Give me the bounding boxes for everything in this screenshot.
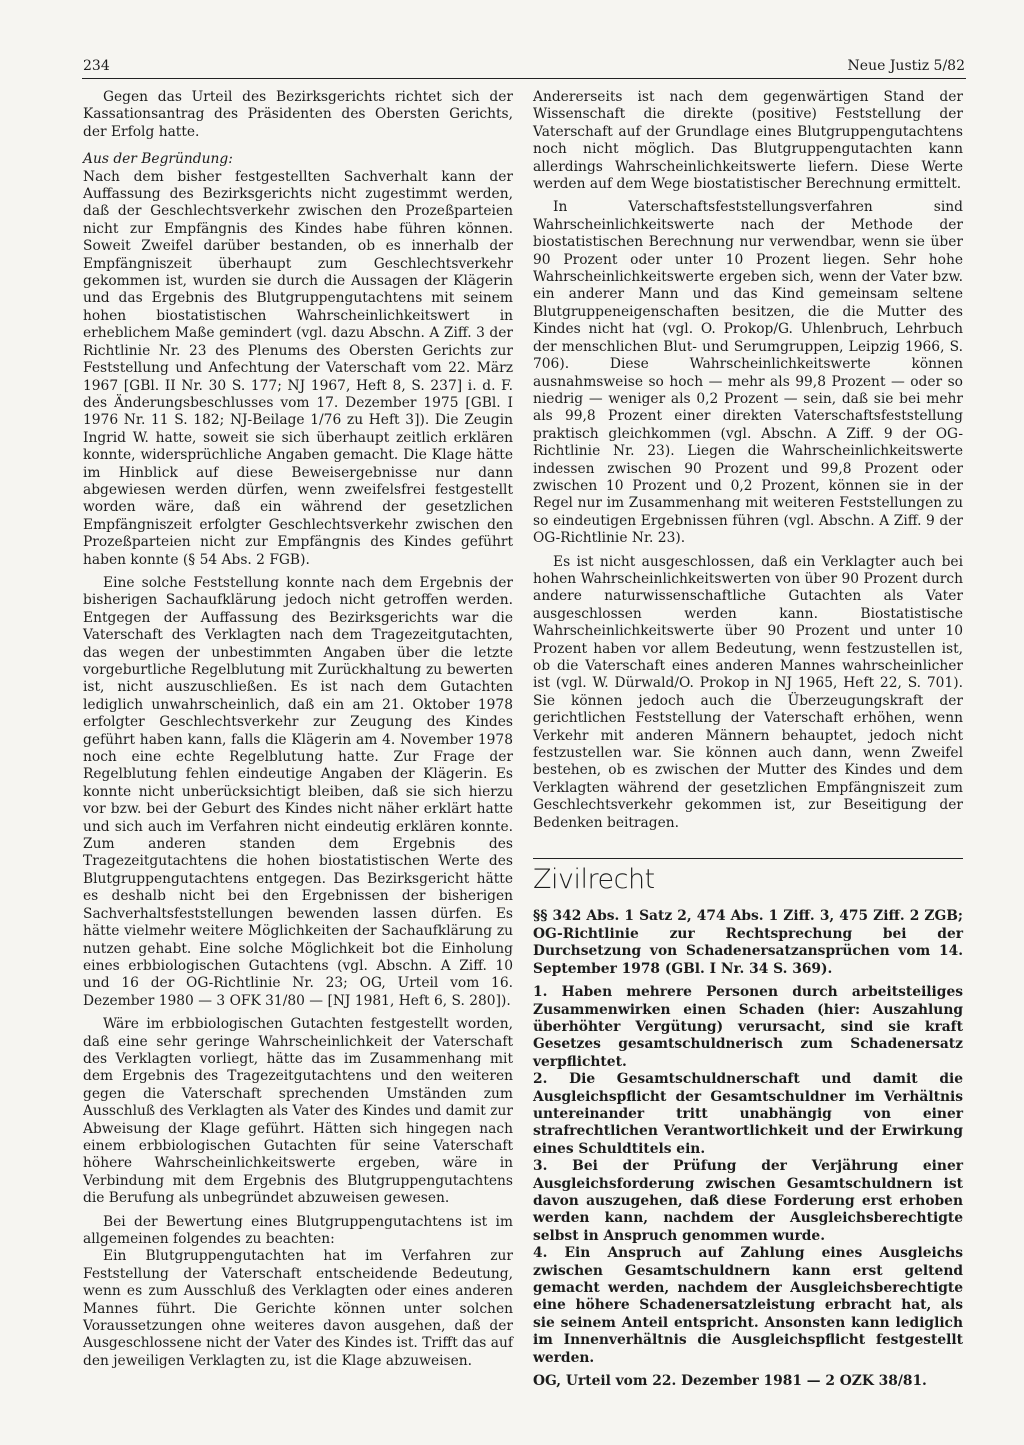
body-paragraph: In Vaterschaftsfeststellungsverfahren sind Wahrscheinlichkeitswerte nach der Methode der biostatistischen Berechnung nur verwendbar, wenn sie über 90 Prozent oder unter 10 Prozent liegen. Sehr hohe Wahrscheinlichkeitswerte ergeben sich, wenn der Vater bzw. ein anderer Mann und das Kind gemeinsam seltene Blutgruppeneigenschaften besitzen, die die Mutter des Kindes nicht hat (vgl. O. Prokop/G. Uhlenbruch, Lehrbuch der menschlichen Blut- und Serumgruppen, Leipzig 1966, S. 706). Diese Wahrscheinlichkeitswerte können ausnahmsweise so hoch — mehr als 99,8 Prozent — oder so niedrig — weniger als 0,2 Prozent — sein, daß sie bei mehr als 99,8 Prozent einer direkten Vaterschaftsfeststellung praktisch gleichkommen (vgl. Abschn. A Ziff. 9 der OG-Richtlinie Nr. 23). Liegen die Wahrscheinlichkeitswerte indessen zwischen 90 Prozent und 99,8 Prozent oder zwischen 10 Prozent und 0,2 Prozent, können sie in der Regel nur im Zusammenhang mit weiteren Feststellungen zu so eindeutigen Ergebnissen führen (vgl. Abschn. A Ziff. 9 der OG-Richtlinie Nr. 23). [533,199,963,547]
reasons-heading: Aus der Begründung: [83,151,233,168]
body-paragraph: Bei der Bewertung eines Blutgruppengutachtens ist im allgemeinen folgendes zu beachten: [83,1213,513,1247]
body-paragraph: Wäre im erbbiologischen Gutachten festgestellt worden, daß eine sehr geringe Wahrscheinlichkeit der Vaterschaft des Verklagten vorliegt, hätte das im Zusammenhang mit dem Ergebnis des Tragezeitgutachtens und den weiteren gegen die Vaterschaft sprechenden Umständen zum Ausschluß des Verklagten als Vater des Kindes und damit zur Abweisung der Klage geführt. Hätten sich hingegen nach einem erbbiologischen Gutachten für seine Vaterschaft höhere Wahrscheinlichkeitswerte ergeben, wäre in Verbindung mit dem Ergebnis des Blutgruppengutachtens die Berufung als unbegründet abzuweisen gewesen. [83,1016,513,1207]
headnote-3: 3. Bei der Prüfung der Verjährung einer Ausgleichsforderung zwischen Gesamtschuldnern ist davon auszugehen, daß diese Forderung erst erhoben werden kann, nachdem der Ausgleichsberechtigte selbst in Anspruch genommen wurde. [533,1158,963,1244]
section-rule [533,858,963,859]
header-rule [82,78,966,79]
page-number: 234 [83,58,110,74]
headnote-4: 4. Ein Anspruch auf Zahlung eines Ausgleichs zwischen Gesamtschuldnern kann erst geltend gemacht werden, nachdem der Ausgleichsberechtigte eine höhere Schadenersatzleistung erbracht hat, als sie seinem Anteil entspricht. Ansonsten kann lediglich im Innenverhältnis die Ausgleichspflicht festgestellt werden. [533,1245,963,1366]
headnote-2: 2. Die Gesamtschuldnerschaft und damit die Ausgleichspflicht der Gesamtschuldner im Verhältnis untereinander tritt unabhängig von einer strafrechtlichen Verantwortlichkeit und der Erwirkung eines Schuldtitels ein. [533,1071,963,1157]
case-citation: OG, Urteil vom 22. Dezember 1981 — 2 OZK 38/81. [533,1373,927,1390]
journal-issue: Neue Justiz 5/82 [847,58,965,74]
body-paragraph: Es ist nicht ausgeschlossen, daß ein Verklagter auch bei hohen Wahrscheinlichkeitswerten von über 90 Prozent durch andere naturwissenschaftliche Gutachten als Vater ausgeschlossen werden kann. Biostatistische Wahrscheinlichkeitswerte über 90 Prozent und unter 10 Prozent haben vor allem Bedeutung, wenn festzustellen ist, ob die Vaterschaft eines anderen Mannes wahrscheinlicher ist (vgl. W. Dürwald/O. Prokop in NJ 1965, Heft 22, S. 701). Sie können jedoch auch die Überzeugungskraft der gerichtlichen Feststellung der Vaterschaft erhöhen, wenn Verkehr mit anderen Männern behauptet, jedoch nicht festzustellen war. Sie können auch dann, wenn Zweifel bestehen, ob es zwischen der Mutter des Kindes und dem Verklagten während der gesetzlichen Empfängniszeit zum Geschlechtsverkehr gekommen ist, zur Beseitigung der Bedenken beitragen. [533,553,963,831]
section-title: Zivilrecht [533,864,655,896]
headnote-1: 1. Haben mehrere Personen durch arbeitsteiliges Zusammenwirken einen Schaden (hier: Auszahlung überhöhter Vergütung) verursacht, sind sie kraft Gesetzes gesamtschuldnerisch zum Schadenersatz verpflichtet. [533,984,963,1070]
right-column [533,89,963,1390]
body-paragraph: Nach dem bisher festgestellten Sachverhalt kann der Auffassung des Bezirksgerichts nicht zugestimmt werden, daß der Geschlechtsverkehr zwischen den Prozeßparteien nicht zur Empfängnis des Kindes habe führen können. Soweit Zweifel darüber bestanden, ob es innerhalb der Empfängniszeit überhaupt zum Geschlechtsverkehr gekommen ist, wurden sie durch die Aussagen der Klägerin und das Ergebnis des Blutgruppengutachtens mit seinem hohen biostatistischen Wahrscheinlichkeitswert in erheblichem Maße gemindert (vgl. dazu Abschn. A Ziff. 3 der Richtlinie Nr. 23 des Plenums des Obersten Gerichts zur Feststellung und Anfechtung der Vaterschaft vom 22. März 1967 [GBl. II Nr. 30 S. 177; NJ 1967, Heft 8, S. 237] i. d. F. des Änderungsbeschlusses vom 17. Dezember 1975 [GBl. I 1976 Nr. 11 S. 182; NJ-Beilage 1/76 zu Heft 3]). Die Zeugin Ingrid W. hatte, soweit sie sich überhaupt zeitlich erklären konnte, widersprüchliche Angaben gemacht. Die Klage hätte im Hinblick auf diese Beweisergebnisse nur dann abgewiesen werden dürfen, wenn zweifelsfrei festgestellt worden wäre, daß ein während der gesetzlichen Empfängniszeit erfolgter Geschlechtsverkehr zwischen den Prozeßparteien nicht zur Empfängnis des Kindes geführt haben konnte (§ 54 Abs. 2 FGB). [83,168,513,568]
legal-norms: §§ 342 Abs. 1 Satz 2, 474 Abs. 1 Ziff. 3, 475 Ziff. 2 ZGB; OG-Richtlinie zur Rechtsprechung bei der Durchsetzung von Schadenersatzansprüchen vom 14. September 1978 (GBl. I Nr. 34 S. 369). [533,908,963,977]
intro-paragraph: Gegen das Urteil des Bezirksgerichts richtet sich der Kassationsantrag des Präsidenten des Obersten Gerichts, der Erfolg hatte. [83,89,513,140]
body-paragraph: Ein Blutgruppengutachten hat im Verfahren zur Feststellung der Vaterschaft entscheidende Bedeutung, wenn es zum Ausschluß des Verklagten oder eines anderen Mannes führt. Die Gerichte können unter solchen Voraussetzungen ohne weiteres davon ausgehen, daß der Ausgeschlossene nicht der Vater des Kindes ist. Trifft das auf den jeweiligen Verklagten zu, ist die Klage abzuweisen. [83,1248,513,1369]
body-paragraph: Andererseits ist nach dem gegenwärtigen Stand der Wissenschaft die direkte (positive) Feststellung der Vaterschaft auf der Grundlage eines Blutgruppengutachtens noch nicht möglich. Das Blutgruppengutachten kann allerdings Wahrscheinlichkeitswerte liefern. Diese Werte werden auf dem Wege biostatistischer Berechnung ermittelt. [533,89,963,193]
body-paragraph: Eine solche Feststellung konnte nach dem Ergebnis der bisherigen Sachaufklärung jedoch nicht getroffen werden. Entgegen der Auffassung des Bezirksgerichts war die Vaterschaft des Verklagten nach dem Tragezeitgutachten, das wegen der unbestimmten Angaben über die letzte vorgeburtliche Regelblutung mit Zurückhaltung zu bewerten ist, nicht auszuschließen. Es ist nach dem Gutachten lediglich unwahrscheinlich, daß ein am 21. Oktober 1978 erfolgter Geschlechtsverkehr zur Zeugung des Kindes geführt haben kann, falls die Klägerin am 4. November 1978 noch eine echte Regelblutung hatte. Zur Frage der Regelblutung fehlen eindeutige Angaben der Klägerin. Es konnte nicht unberücksichtigt bleiben, daß sie sich hierzu vor bzw. bei der Geburt des Kindes nicht näher erklärt hatte und sich auch im Verfahren nicht eindeutig erklären konnte. Zum anderen standen dem Ergebnis des Tragezeitgutachtens die hohen biostatistischen Werte des Blutgruppengutachtens entgegen. Das Bezirksgericht hätte es deshalb nicht bei den Ergebnissen der bisherigen Sachverhaltsfeststellungen bewenden lassen dürfen. Es hätte vielmehr weitere Möglichkeiten der Sachaufklärung zu nutzen gehabt. Eine solche Möglichkeit bot die Einholung eines erbbiologischen Gutachtens (vgl. Abschn. A Ziff. 10 und 16 der OG-Richtlinie Nr. 23; OG, Urteil vom 16. Dezember 1980 — 3 OFK 31/80 — [NJ 1981, Heft 6, S. 280]). [83,574,513,1009]
left-column [83,89,513,1370]
